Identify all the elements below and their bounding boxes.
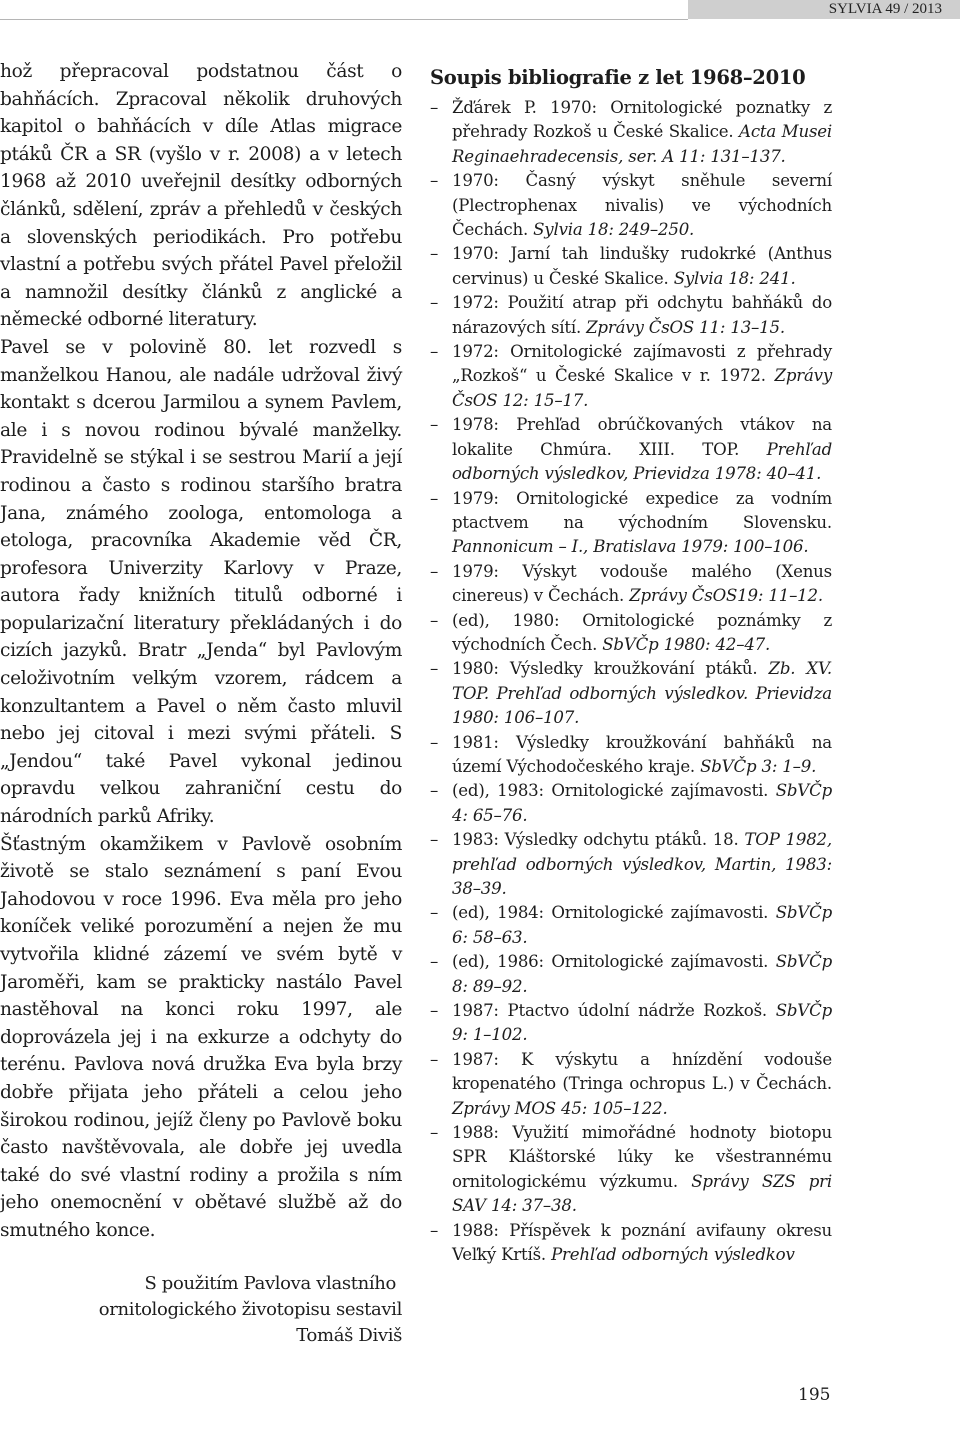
entry-text: 1987: Ptactvo údolní nádrže Rozkoš. (452, 1001, 767, 1021)
entry-text: 1978: Prehľad obrúčkovaných vtákov na lokalite Chmúra. XIII. TOP. (452, 415, 832, 459)
entry-source: Zprávy ČsOS 11: 13–15. (586, 317, 785, 337)
entry-dash: – (430, 415, 439, 435)
entry-dash: – (430, 903, 439, 923)
author-signature (0, 1271, 402, 1349)
biography-paragraph: Pavel se v polovině 80. let rozvedl s manželkou Hanou, ale nadále udržoval živý kontakt s dcerou Jarmilou a synem Pavlem, ale i s novou rodinou bývalé manželky. Pravidelně se stýkal i se sestrou Marií a její rodinou a často s rodinou staršího bratra Jana, známého zoologa, entomologa a etologa, pracovníka Akademie věd ČR, profesora Univerzity Karlovy v Praze, autora řady knižních titulů odborné i popularizační literatury překládaných i do cizích jazyků. Bratr „Jenda“ byl Pavlovým celoživotním velkým vzorem, rádcem a konzultantem a Pavel o něm často mluvil nebo jej citoval i mezi svými přáteli. S „Jendou“ také Pavel vykonal jedinou opravdu velkou zahraniční cestu do národních parků Afriky. (0, 336, 402, 828)
bibliography-entry (430, 1121, 832, 1219)
entry-text: 1987: K výskytu a hnízdění vodouše kropenatého (Tringa ochropus L.) v Čechách. (452, 1049, 832, 1094)
entry-source: Zprávy ČsOS 12: 15–17. (452, 366, 833, 410)
signature-author: Tomáš Diviš (296, 1324, 402, 1346)
entry-dash: – (430, 610, 439, 630)
bibliography-entry (430, 487, 832, 560)
entry-source: SbVČp 4: 65–76. (452, 781, 833, 825)
bibliography-list (430, 96, 832, 1268)
entry-dash: – (430, 830, 439, 850)
entry-source: Sylvia 18: 241. (673, 268, 796, 288)
running-head: SYLVIA 49 / 2013 (688, 0, 960, 19)
entry-source: Správy SZS pri SAV 14: 37–38. (452, 1171, 832, 1216)
entry-text: Žďárek P. 1970: Ornitologické poznatky z přehrady Rozkoš u České Skalice. (452, 98, 832, 142)
entry-source: Acta Musei Reginaehradecensis, ser. A 11: 131–137. (452, 122, 832, 166)
signature-line: ornitologického životopisu sestavil (98, 1298, 402, 1320)
bibliography-entry (430, 340, 832, 413)
entry-text: 1981: Výsledky kroužkování bahňáků na území Východočeského kraje. (452, 732, 832, 776)
entry-text: 1979: Výskyt vodouše malého (Xenus cinereus) v Čechách. (452, 561, 832, 606)
bibliography-entry (430, 560, 832, 609)
entry-dash: – (430, 1049, 439, 1069)
entry-source: Prehľad odborných výsledkov (551, 1245, 795, 1265)
entry-dash: – (430, 1001, 439, 1021)
entry-source: SbVČp 9: 1–102. (452, 1001, 832, 1045)
page-header (0, 0, 960, 26)
bibliography-entry (430, 169, 832, 242)
bibliography-entry (430, 609, 832, 658)
bibliography-entry (430, 901, 832, 950)
entry-dash: – (430, 171, 439, 191)
bibliography-entry (430, 291, 832, 340)
bibliography-entry (430, 96, 832, 169)
entry-text: (ed), 1980: Ornitologické poznámky z východních Čech. (452, 610, 832, 654)
bibliography-entry (430, 657, 832, 730)
entry-source: SbVČp 8: 89–92. (452, 952, 833, 996)
entry-dash: – (430, 1220, 439, 1240)
bibliography-entry (430, 1219, 832, 1268)
entry-text: (ed), 1986: Ornitologické zajímavosti. (452, 952, 769, 972)
bibliography-entry (430, 779, 832, 828)
entry-dash: – (430, 244, 439, 264)
entry-dash: – (430, 732, 439, 752)
entry-dash: – (430, 293, 439, 313)
bibliography-entry (430, 242, 832, 291)
entry-dash: – (430, 561, 439, 581)
bibliography-column (430, 64, 832, 1268)
page-number: 195 (798, 1385, 831, 1405)
entry-text: 1970: Jarní tah lindušky rudokrké (Anthus cervinus) u České Skalice. (452, 244, 832, 288)
entry-dash: – (430, 1123, 439, 1143)
bibliography-entry (430, 999, 832, 1048)
entry-dash: – (430, 781, 439, 801)
entry-text: (ed), 1983: Ornitologické zajímavosti. (452, 781, 769, 801)
entry-source: Zprávy ČsOS19: 11–12. (629, 586, 823, 606)
entry-text: 1979: Ornitologické expedice za vodním ptactvem na východním Slovensku. (452, 488, 832, 532)
entry-dash: – (430, 98, 439, 117)
biography-paragraph: Šťastným okamžikem v Pavlově osobním životě se stalo seznámení s paní Evou Jahodovou v roce 1996. Eva měla pro jeho koníček veliké porozumění a nejen že mu vytvořila klidné zázemí ve svém bytě v Jaroměři, kam se prakticky nastálo Pavel nastěhoval na konci roku 1997, ale doprovázela jej i na exkurze a odchyty do terénu. Pavlova nová družka Eva byla brzy dobře přijata jeho přáteli a celou jeho širokou rodinou, jejíž členy po Pavlově boku často navštěvovala, ale dobře jej uvedla také do své vlastní rodiny a prožila s ním jeho onemocnění v obětavé službě až do smutného konce. (0, 833, 402, 1241)
entry-source: Zb. XV. TOP. Prehľad odborných výsledkov. Prievidza 1980: 106–107. (452, 659, 832, 728)
entry-text: 1972: Ornitologické zajímavosti z přehrady „Rozkoš“ u České Skalice v r. 1972. (452, 342, 832, 386)
bibliography-entry (430, 413, 832, 486)
entry-source: Zprávy MOS 45: 105–122. (452, 1098, 668, 1118)
entry-dash: – (430, 488, 439, 508)
bibliography-entry (430, 828, 832, 901)
entry-text: 1988: Využití mimořádné hodnoty biotopu SPR Kláštorské lúky ke všestrannému ornitologickému výzkumu. (452, 1123, 832, 1191)
entry-source: SbVČp 1980: 42–47. (602, 634, 771, 654)
biography-paragraph: hož přepracoval podstatnou část o bahňácích. Zpracoval několik druhových kapitol o bahňácích v díle Atlas migrace ptáků ČR a SR (vyšlo v r. 2008) a v letech 1968 až 2010 uveřejnil desítky odborných článků, sdělení, zpráv a přehledů v českých a slovenských periodikách. Pro potřebu vlastní a potřebu svých přátel Pavel přeložil a namnožil desítky článků z anglické a německé odborné literatury. (0, 61, 402, 331)
entry-text: (ed), 1984: Ornitologické zajímavosti. (452, 903, 769, 923)
entry-source: SbVČp 6: 58–63. (452, 903, 833, 947)
entry-text: 1970: Časný výskyt sněhule severní (Plectrophenax nivalis) ve východních Čechách. (452, 171, 832, 240)
entry-text: 1988: Příspěvek k poznání avifauny okresu Veľký Krtíš. (452, 1220, 832, 1265)
entry-text: 1980: Výsledky kroužkování ptáků. (452, 659, 758, 679)
entry-text: 1983: Výsledky odchytu ptáků. 18. (452, 830, 739, 850)
entry-dash: – (430, 659, 439, 679)
bibliography-entry (430, 950, 832, 999)
bibliography-entry (430, 731, 832, 780)
bibliography-heading: Soupis bibliografie z let 1968–2010 (430, 66, 806, 89)
entry-source: Pannonicum – I., Bratislava 1979: 100–106. (452, 537, 809, 557)
bibliography-entry (430, 1048, 832, 1121)
signature-line: S použitím Pavlova vlastního (144, 1272, 396, 1294)
entry-dash: – (430, 342, 439, 362)
entry-source: Prehľad odborných výsledkov, Prievidza 1978: 40–41. (452, 439, 832, 484)
biography-column (0, 58, 402, 1349)
entry-source: TOP 1982, prehľad odborných výsledkov, Martin, 1983: 38–39. (452, 830, 832, 898)
entry-dash: – (430, 952, 439, 972)
entry-text: 1972: Použití atrap při odchytu bahňáků do nárazových sítí. (452, 293, 832, 337)
entry-source: Sylvia 18: 249–250. (533, 220, 695, 240)
entry-source: SbVČp 3: 1–9. (700, 756, 817, 776)
header-rule (0, 19, 688, 20)
